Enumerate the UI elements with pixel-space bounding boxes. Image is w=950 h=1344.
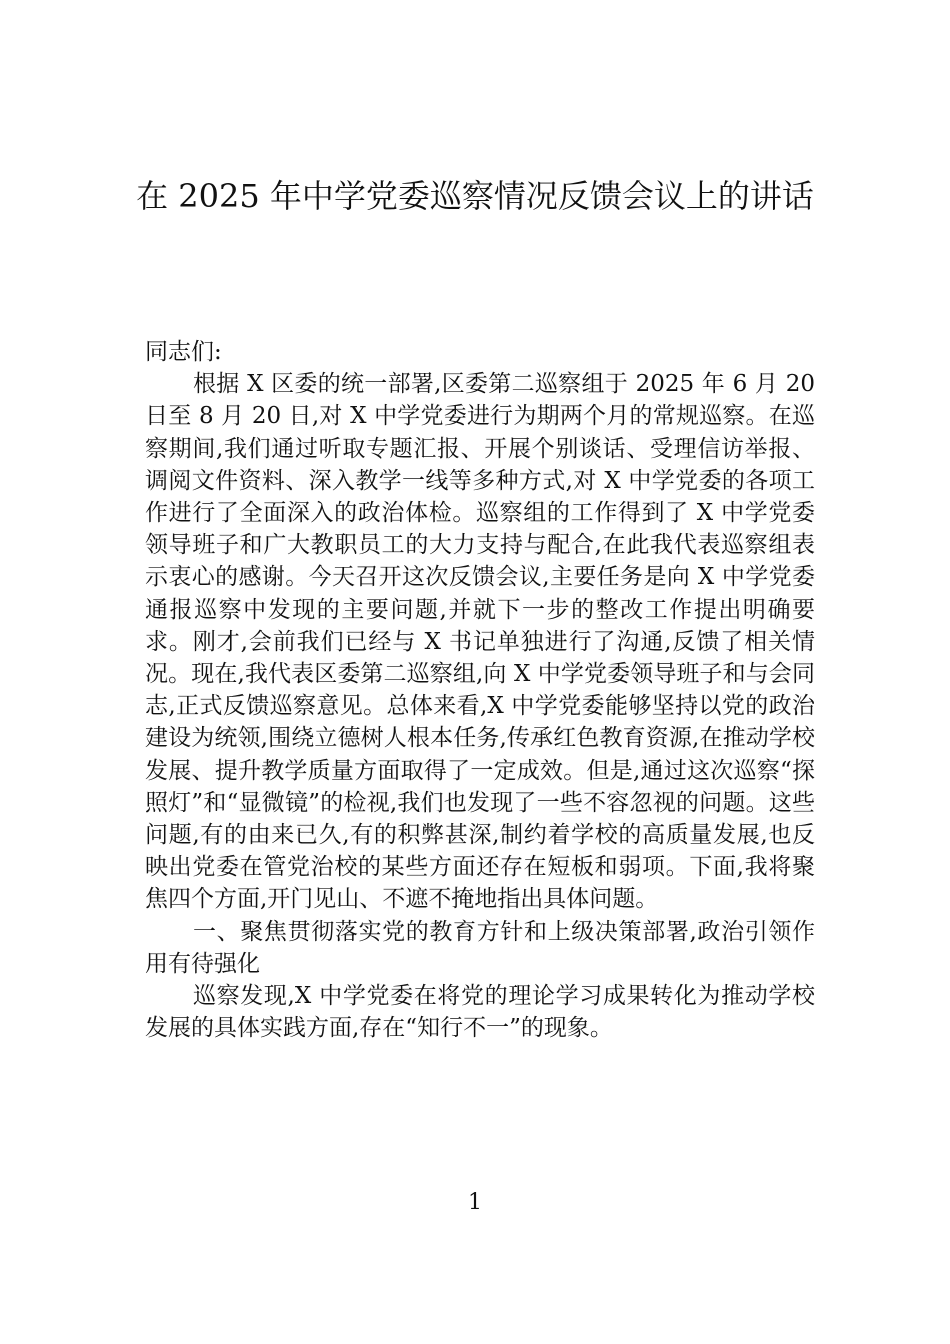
paragraph-intro: 根据 X 区委的统一部署,区委第二巡察组于 2025 年 6 月 20 日至 8 月 20 日,对 X 中学党委进行为期两个月的常规巡察。在巡察期间,我们通过听取专题汇报、开展个别谈话、受理信访举报、调阅文件资料、深入教学一线等多种方式,对 X 中学党委的各项工作进行了全面深入的政治体检。巡察组的工作得到了 X 中学党委领导班子和广大教职员工的大力支持与配合,在此我代表巡察组表示衷心的感谢。今天召开这次反馈会议,主要任务是向 X 中学党委通报巡察中发现的主要问题,并就下一步的整改工作提出明确要求。刚才,会前我们已经与 X 书记单独进行了沟通,反馈了相关情况。现在,我代表区委第二巡察组,向 X 中学党委领导班子和与会同志,正式反馈巡察意见。总体来看,X 中学党委能够坚持以党的政治建设为统领,围绕立德树人根本任务,传承红色教育资源,在推动学校发展、提升教学质量方面取得了一定成效。但是,通过这次巡察“探照灯”和“显微镜”的检视,我们也发现了一些不容忽视的问题。这些问题,有的由来已久,有的积弊甚深,制约着学校的高质量发展,也反映出党委在管党治校的某些方面还存在短板和弱项。下面,我将聚焦四个方面,开门见山、不遮不掩地指出具体问题。	[145, 371, 815, 913]
page-number: 1	[468, 1190, 482, 1215]
document-body	[145, 336, 815, 1044]
section-heading-1: 一、聚焦贯彻落实党的教育方针和上级决策部署,政治引领作用有待强化	[145, 918, 815, 977]
paragraph-section-1: 巡察发现,X 中学党委在将党的理论学习成果转化为推动学校发展的具体实践方面,存在“知行不一”的现象。	[145, 983, 815, 1042]
document-title: 在 2025 年中学党委巡察情况反馈会议上的讲话	[136, 177, 814, 215]
salutation: 同志们:	[145, 339, 222, 365]
